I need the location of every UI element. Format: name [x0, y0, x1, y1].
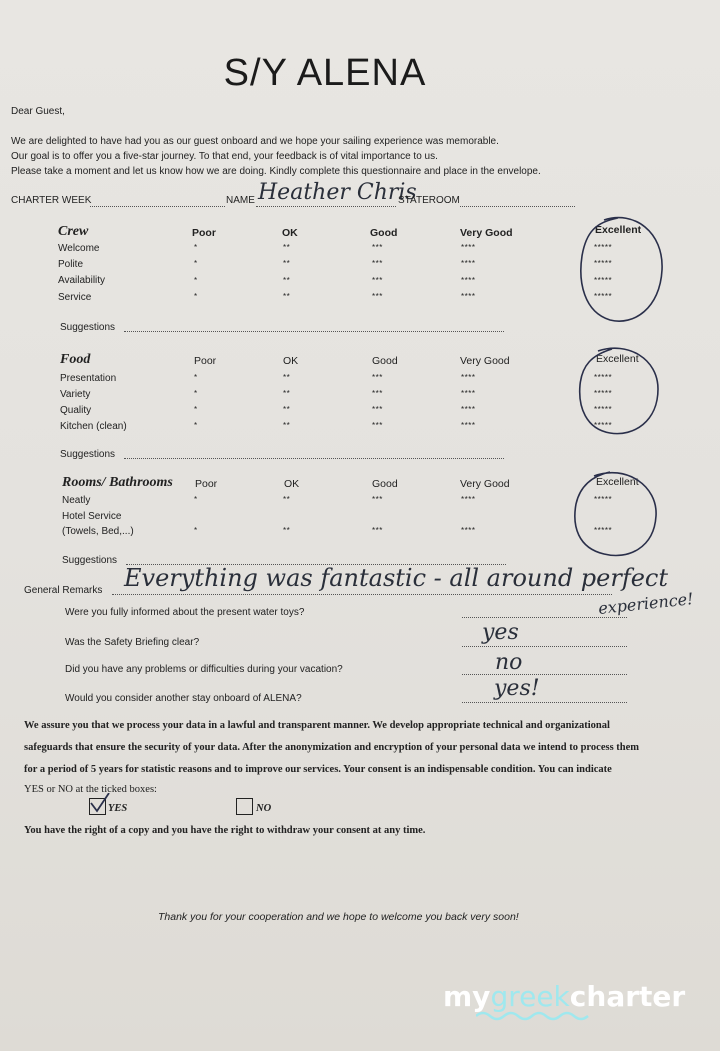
- yes-checkbox[interactable]: [89, 798, 106, 815]
- crew-stars-cell[interactable]: *: [194, 275, 198, 285]
- general-remarks-field[interactable]: [112, 594, 612, 595]
- rooms-item-hotel-service: Hotel Service: [62, 511, 122, 522]
- crew-stars-cell[interactable]: ***: [372, 243, 383, 252]
- rooms-stars-cell[interactable]: ****: [461, 526, 476, 535]
- crew-stars-cell[interactable]: *****: [594, 243, 613, 252]
- food-stars-cell[interactable]: *****: [594, 389, 613, 398]
- consent-line-2: safeguards that ensure the security of your data. After the anonymization and encryption of your personal data we intend to process them: [24, 742, 640, 753]
- food-stars-cell[interactable]: ****: [461, 421, 476, 430]
- food-header-poor: Poor: [194, 355, 217, 367]
- watermark-part-my: my: [443, 980, 491, 1013]
- crew-item-service: Service: [58, 292, 92, 303]
- rooms-stars-cell[interactable]: *: [194, 495, 198, 504]
- food-stars-cell[interactable]: *: [194, 405, 198, 414]
- consent-rights: You have the right of a copy and you have the right to withdraw your consent at any time.: [24, 825, 426, 836]
- name-field[interactable]: [256, 206, 396, 207]
- consent-line-1: We assure you that we process your data in a lawful and transparent manner. We develop appropriate technical and organizational: [24, 720, 610, 731]
- brand-watermark: [443, 980, 685, 1013]
- rooms-stars-cell[interactable]: ***: [372, 526, 383, 535]
- watermark-part-greek: greek: [490, 980, 570, 1013]
- food-item-presentation: Presentation: [60, 373, 117, 384]
- rooms-suggestions-label: Suggestions: [62, 555, 118, 566]
- crew-suggestions-field[interactable]: [124, 331, 504, 332]
- rooms-title: Rooms/ Bathrooms: [62, 475, 173, 490]
- charter-week-label: CHARTER WEEK: [11, 195, 92, 206]
- answer-another-stay-handwritten: yes!: [494, 676, 540, 701]
- rooms-excellent-circle: [570, 468, 660, 560]
- crew-stars-cell[interactable]: *: [194, 259, 198, 269]
- food-suggestions-field[interactable]: [124, 458, 504, 459]
- general-remarks-handwritten-2: experience!: [597, 589, 695, 618]
- crew-stars-cell[interactable]: ****: [461, 275, 476, 285]
- answer-another-stay-field[interactable]: [462, 702, 627, 703]
- food-stars-cell[interactable]: ***: [372, 405, 383, 414]
- food-stars-cell[interactable]: **: [283, 389, 291, 398]
- food-stars-cell[interactable]: **: [283, 421, 291, 430]
- rooms-stars-cell[interactable]: **: [283, 495, 291, 504]
- food-stars-cell[interactable]: *****: [594, 373, 613, 382]
- food-header-ok: OK: [283, 355, 299, 367]
- thanks-message: Thank you for your cooperation and we hope to welcome you back very soon!: [158, 911, 519, 923]
- food-excellent-circle: [576, 345, 662, 437]
- greeting: Dear Guest,: [11, 106, 65, 117]
- food-item-variety: Variety: [60, 389, 91, 400]
- crew-header-ok: OK: [282, 227, 298, 239]
- rooms-header-good: Good: [372, 478, 398, 490]
- food-stars-cell[interactable]: ***: [372, 389, 383, 398]
- food-stars-cell[interactable]: *: [194, 373, 198, 382]
- yes-label: YES: [108, 803, 128, 814]
- food-stars-cell[interactable]: *: [194, 421, 198, 430]
- crew-title: Crew: [58, 224, 89, 239]
- crew-stars-cell[interactable]: **: [283, 275, 291, 285]
- food-item-quality: Quality: [60, 405, 92, 416]
- name-handwritten: Heather Chris: [258, 180, 417, 205]
- rooms-stars-cell[interactable]: ***: [372, 495, 383, 504]
- no-label: NO: [256, 803, 272, 814]
- food-stars-cell[interactable]: **: [283, 373, 291, 382]
- crew-stars-cell[interactable]: ****: [461, 291, 476, 301]
- crew-item-availability: Availability: [58, 275, 106, 286]
- intro-line-3: Please take a moment and let us know how we are doing. Kindly complete this questionnaire and place in the envelope.: [11, 166, 541, 177]
- crew-stars-cell[interactable]: ****: [461, 243, 476, 252]
- food-stars-cell[interactable]: **: [283, 405, 291, 414]
- crew-stars-cell[interactable]: **: [283, 259, 291, 269]
- rooms-stars-cell[interactable]: *: [194, 526, 198, 535]
- food-header-very-good: Very Good: [460, 355, 510, 367]
- stateroom-label: STATEROOM: [398, 195, 460, 206]
- answer-problems-handwritten: no: [495, 650, 523, 675]
- crew-stars-cell[interactable]: **: [283, 291, 291, 301]
- rooms-item-neatly: Neatly: [62, 495, 91, 506]
- rooms-header-very-good: Very Good: [460, 478, 510, 490]
- general-remarks-handwritten: Everything was fantastic - all around perfect: [124, 564, 669, 592]
- general-remarks-label: General Remarks: [24, 585, 103, 596]
- rooms-item-towels-bed: (Towels, Bed,...): [62, 526, 134, 537]
- food-stars-cell[interactable]: *****: [594, 405, 613, 414]
- food-stars-cell[interactable]: ***: [372, 421, 383, 430]
- crew-stars-cell[interactable]: ****: [461, 259, 476, 269]
- crew-stars-cell[interactable]: ***: [372, 259, 383, 269]
- crew-stars-cell[interactable]: **: [283, 243, 291, 252]
- question-another-stay: Would you consider another stay onboard of ALENA?: [65, 693, 302, 704]
- crew-stars-cell[interactable]: *****: [594, 275, 613, 285]
- question-water-toys: Were you fully informed about the present water toys?: [65, 607, 305, 618]
- answer-problems-field[interactable]: [462, 674, 627, 675]
- crew-header-very-good: Very Good: [460, 227, 513, 239]
- intro-line-1: We are delighted to have had you as our guest onboard and we hope your sailing experience was memorable.: [11, 136, 499, 147]
- crew-header-good: Good: [370, 227, 398, 239]
- question-safety-briefing: Was the Safety Briefing clear?: [65, 637, 200, 648]
- watermark-part-charter: charter: [569, 980, 686, 1013]
- crew-stars-cell[interactable]: *: [194, 291, 198, 301]
- intro-line-2: Our goal is to offer you a five-star journey. To that end, your feedback is of vital importance to us.: [11, 151, 438, 162]
- food-stars-cell[interactable]: ****: [461, 389, 476, 398]
- rooms-header-poor: Poor: [195, 478, 218, 490]
- food-stars-cell[interactable]: ****: [461, 405, 476, 414]
- page-title: S/Y ALENA: [223, 52, 427, 94]
- rooms-stars-cell[interactable]: ****: [461, 495, 476, 504]
- rooms-header-excellent: Excellent: [596, 476, 639, 488]
- crew-stars-cell[interactable]: ***: [372, 291, 383, 301]
- answer-safety-field[interactable]: [462, 646, 627, 647]
- question-problems: Did you have any problems or difficulties during your vacation?: [65, 664, 343, 675]
- consent-line-3: for a period of 5 years for statistic reasons and to improve our services. Your consent is an indispensable condition. You can indicate: [24, 764, 612, 775]
- crew-stars-cell[interactable]: *****: [594, 291, 613, 301]
- food-title: Food: [60, 352, 91, 367]
- rooms-stars-cell[interactable]: *****: [594, 526, 613, 535]
- crew-stars-cell[interactable]: *****: [594, 259, 613, 269]
- answer-safety-handwritten: yes: [482, 620, 519, 645]
- food-suggestions-label: Suggestions: [60, 449, 116, 460]
- crew-header-excellent: Excellent: [595, 224, 642, 236]
- crew-item-polite: Polite: [58, 259, 84, 270]
- crew-header-poor: Poor: [192, 227, 216, 239]
- no-checkbox[interactable]: [236, 798, 253, 815]
- answer-water-toys-field[interactable]: [462, 617, 627, 618]
- crew-item-welcome: Welcome: [58, 243, 100, 254]
- rooms-header-ok: OK: [284, 478, 300, 490]
- rooms-stars-cell[interactable]: **: [283, 526, 291, 535]
- rooms-stars-cell[interactable]: *****: [594, 495, 613, 504]
- food-stars-cell[interactable]: *****: [594, 421, 613, 430]
- food-stars-cell[interactable]: *: [194, 389, 198, 398]
- name-label: NAME: [226, 195, 255, 206]
- food-stars-cell[interactable]: ***: [372, 373, 383, 382]
- crew-stars-cell[interactable]: ***: [372, 275, 383, 285]
- food-stars-cell[interactable]: ****: [461, 373, 476, 382]
- food-header-excellent: Excellent: [596, 353, 639, 365]
- wave-icon: [476, 1010, 594, 1022]
- crew-stars-cell[interactable]: *: [194, 243, 198, 252]
- crew-suggestions-label: Suggestions: [60, 322, 116, 333]
- stateroom-field[interactable]: [460, 206, 575, 207]
- food-item-kitchen: Kitchen (clean): [60, 421, 127, 432]
- charter-week-field[interactable]: [90, 206, 225, 207]
- food-header-good: Good: [372, 355, 398, 367]
- crew-excellent-circle: [574, 212, 668, 328]
- consent-line-4: YES or NO at the ticked boxes:: [24, 784, 157, 795]
